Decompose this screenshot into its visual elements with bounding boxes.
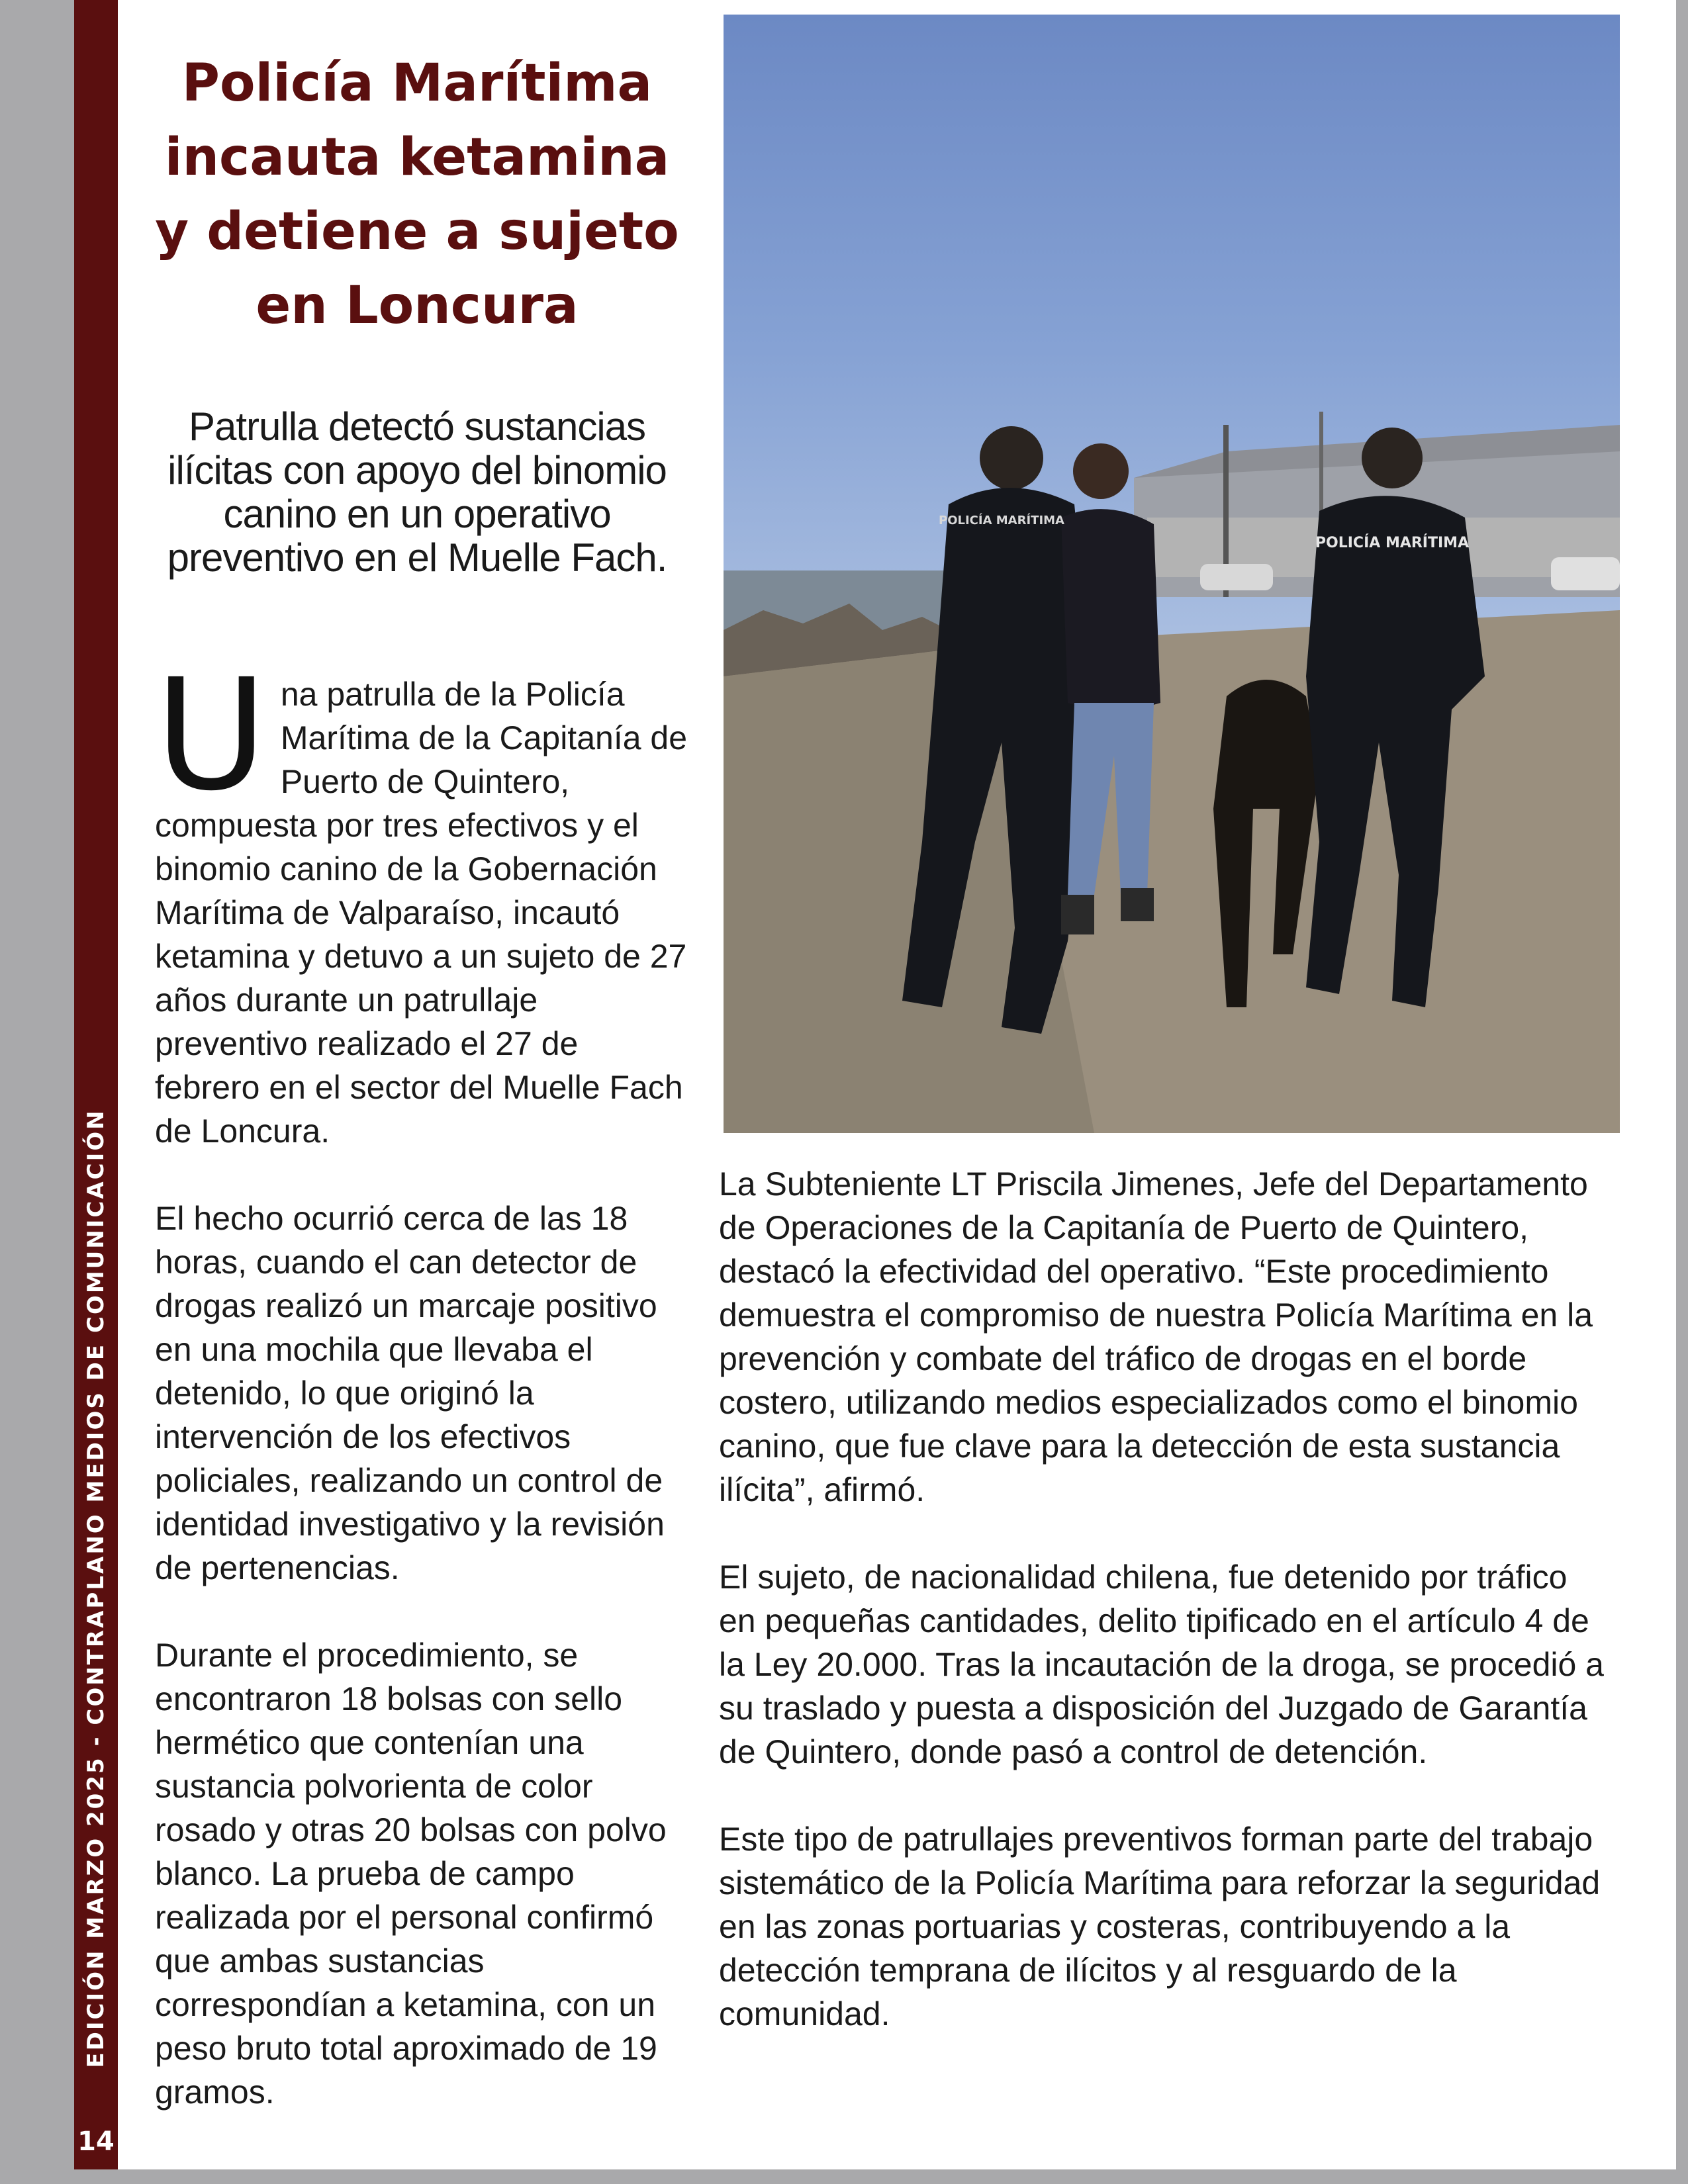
- right-column: [719, 1162, 1606, 2079]
- subtitle-line: ilícitas con apoyo del binomio: [167, 448, 667, 492]
- article-photo: [724, 15, 1620, 1133]
- title-line: Policía Marítima: [181, 54, 653, 113]
- edition-label: EDICIÓN MARZO 2025 - CONTRAPLANO MEDIOS DE COMUNICACIÓN: [83, 1109, 109, 2068]
- title-line: y detiene a sujeto: [155, 202, 679, 261]
- paragraph-text: na patrulla de la Policía Marítima de la Capitanía de Puerto de Quintero, compuesta por tres efectivos y el binomio canino de la Gobernación Marítima de Valparaíso, incautó ketamina y detuvo a un sujeto de 27 años durante un patrullaje preventivo realizado el 27 de febrero en el sector del Muelle Fach de Loncura.: [155, 676, 688, 1150]
- title-line: en Loncura: [256, 276, 579, 336]
- article-title: [132, 46, 702, 343]
- title-line: incauta ketamina: [164, 128, 670, 187]
- drop-cap: U: [155, 646, 267, 825]
- body-paragraph: Este tipo de patrullajes preventivos forman parte del trabajo sistemático de la Policía Marítima para reforzar la seguridad en las zonas portuarias y costeras, contribuyendo a la detección temprana de ilícitos y al resguardo de la comunidad.: [719, 1821, 1601, 2032]
- body-paragraph: Durante el procedimiento, se encontraron 18 bolsas con sello hermético que contenían una sustancia polvorienta de color rosado y otras 20 bolsas con polvo blanco. La prueba de campo realizada por el personal confirmó que ambas sustancias correspondían a ketamina, con un peso bruto total aproximado de 19 gramos.: [155, 1637, 667, 2111]
- body-paragraph: [155, 646, 691, 1153]
- article-subtitle: [146, 405, 688, 580]
- body-paragraph: El sujeto, de nacionalidad chilena, fue detenido por tráfico en pequeñas cantidades, delito tipificado en el artículo 4 de la Ley 20.000. Tras la incautación de la droga, se procedió a su traslado y puesta a disposición del Juzgado de Garantía de Quintero, donde pasó a control de detención.: [719, 1559, 1604, 1770]
- body-paragraph: El hecho ocurrió cerca de las 18 horas, cuando el can detector de drogas realizó un marcaje positivo en una mochila que llevaba el detenido, lo que originó la intervención de los efectivos policiales, realizando un control de identidad investigativo y la revisión de pertenencias.: [155, 1200, 665, 1586]
- badge-text-left: POLICÍA MARÍTIMA: [939, 514, 1064, 527]
- page-number: 14: [77, 2126, 115, 2157]
- body-paragraph: La Subteniente LT Priscila Jimenes, Jefe del Departamento de Operaciones de la Capitanía de Puerto de Quintero, destacó la efectividad del operativo. “Este procedimiento demuestra el compromiso de nuestra Policía Marítima en la prevención y combate del tráfico de drogas en el borde costero, utilizando medios especializados como el binomio canino, que fue clave para la detección de esta sustancia ilícita”, afirmó.: [719, 1165, 1593, 1508]
- subtitle-line: canino en un operativo: [223, 492, 611, 536]
- badge-text-right: POLICÍA MARÍTIMA: [1315, 535, 1470, 551]
- left-column: [155, 646, 691, 2158]
- subtitle-line: preventivo en el Muelle Fach.: [167, 535, 667, 580]
- subtitle-line: Patrulla detectó sustancias: [188, 404, 646, 449]
